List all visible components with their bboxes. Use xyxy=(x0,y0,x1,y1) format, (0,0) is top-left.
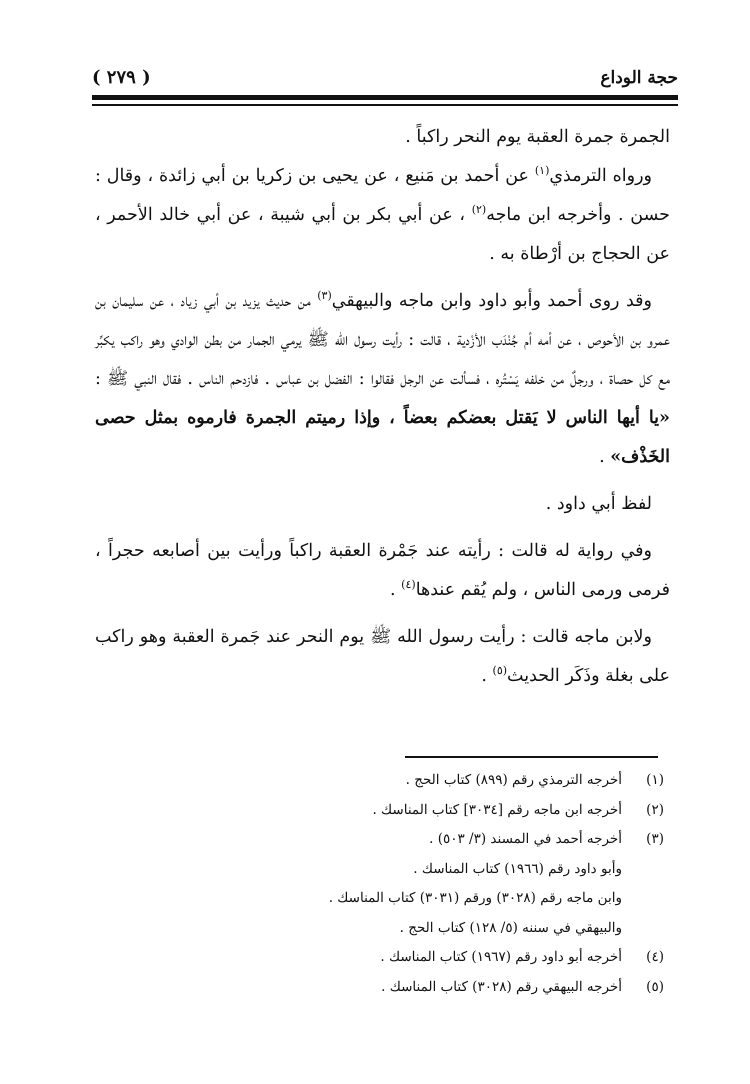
footnote-ref-1: (١) xyxy=(534,164,550,178)
footnote-ref-2: (٢) xyxy=(471,203,487,217)
footnote-ref-3: (٣) xyxy=(317,289,332,303)
paragraph-2: ورواه الترمذي$^{(١)}$ عن أحمد بن مَنيع ، عن يحيى بن زكريا بن أبي زائدة ، وقال : حسن . وأخرجه ابن ماجه$^{(٢)}$ ، عن أبي بكر بن أبي شيبة ، عن أبي خالد الأحمر ، عن الحجاج بن أرْطاة به . xyxy=(95,164,670,264)
header-rule-thick xyxy=(92,95,678,100)
footnote-3-continuation: وأبو داود رقم (١٩٦٦) كتاب المناسك . xyxy=(413,860,622,877)
hadith-quote: «يا أيها الناس لا يَقتل بعضكم بعضاً ، وإذا رميتم الجمرة فارموه بمثل حصى الخَذْف» xyxy=(95,408,670,467)
paragraph-3: وقد روى أحمد وأبو داود وابن ماجه والبيهقي$^{(٣)}$ من حديث يزيد بن أبي زياد ، عن سليمان بن عمرو بن الأحوص ، عن أمه أم جُنْدَب الأزْدية ، قالت : رأيت رسول الله ﷺ يرمي الجمار من بطن الوادي وهو راكب يكبِّر مع كل حصاة ، ورجلٌ من خلفه يَسْتُره ، فسألت عن الرجل فقالوا : الفضل بن عباس . فازدحم الناس . فقال النبي ﷺ : «يا أيها الناس لا يَقتل بعضكم بعضاً ، وإذا رميتم الجمرة فارموه بمثل حصى الخَذْف» . xyxy=(95,289,670,467)
footnote-5: (٥) أخرجه البيهقي رقم (٣٠٢٨) كتاب المناسك . xyxy=(381,978,664,995)
footnote-4: (٤) أخرجه أبو داود رقم (١٩٦٧) كتاب المناسك . xyxy=(380,949,664,965)
footnote-2: (٢) أخرجه ابن ماجه رقم [٣٠٣٤] كتاب المناسك . xyxy=(372,801,664,818)
footnote-1: (١) أخرجه الترمذي رقم (٨٩٩) كتاب الحج . xyxy=(405,772,664,788)
page-number: ( ٢٧٩ ) xyxy=(92,67,151,88)
running-header xyxy=(92,58,678,88)
footnote-ref-5: (٥) xyxy=(492,664,508,678)
footnote-ref-4: (٤) xyxy=(401,578,416,592)
paragraph-5: وفي رواية له قالت : رأيته عند جَمْرة العقبة راكباً ورأيت بين أصابعه حجراً ، فرمى ورمى الناس ، ولم يُقم عندها$^{(٤)}$ . xyxy=(95,541,670,600)
paragraph-6: ولابن ماجه قالت : رأيت رسول الله ﷺ يوم النحر عند جَمرة العقبة وهو راكب على بغلة وذَكَر الحديث$^{(٥)}$ . xyxy=(95,627,670,686)
paragraph-4: لفظ أبي داود . xyxy=(545,494,652,514)
footnote-separator xyxy=(405,756,658,758)
footnotes xyxy=(95,766,664,1002)
main-text xyxy=(95,118,670,696)
header-rule-thin xyxy=(92,104,678,106)
chapter-title: حجة الوداع xyxy=(600,68,678,88)
paragraph-1: الجمرة جمرة العقبة يوم النحر راكباً . xyxy=(405,127,670,147)
footnote-3-continuation: والبيهقي في سننه (٥/ ١٢٨) كتاب الحج . xyxy=(399,919,622,936)
footnote-3: (٣) أخرجه أحمد في المسند (٣/ ٥٠٣) . xyxy=(429,831,664,847)
footnote-3-continuation: وابن ماجه رقم (٣٠٢٨) ورقم (٣٠٣١) كتاب المناسك . xyxy=(328,890,622,906)
